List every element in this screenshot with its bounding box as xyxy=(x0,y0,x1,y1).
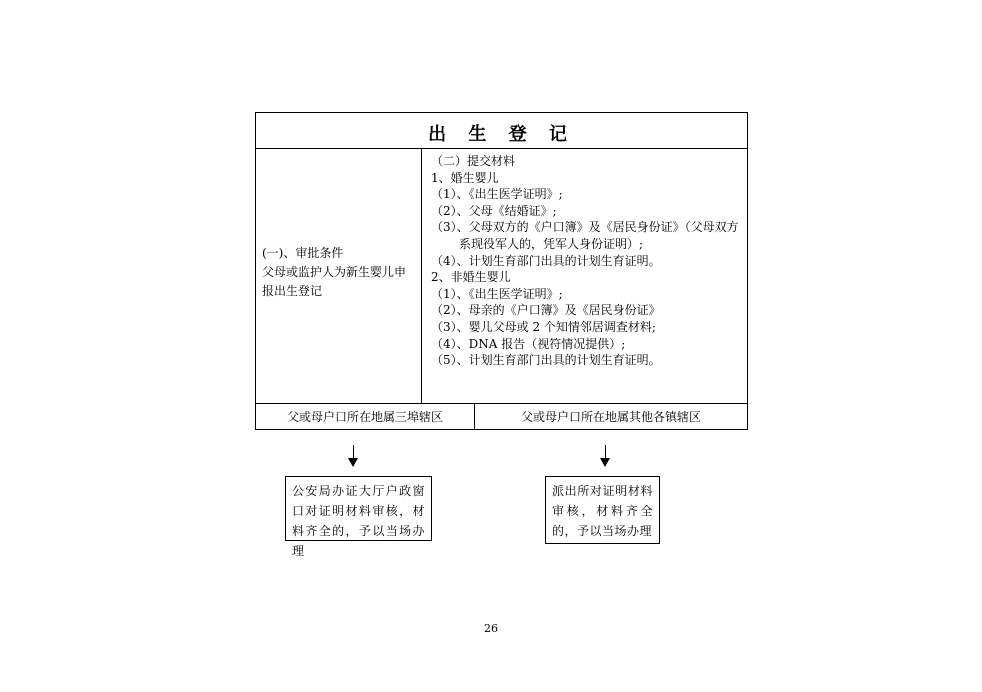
approval-conditions xyxy=(262,244,414,301)
material-item: 系现役军人的，凭军人身份证明）; xyxy=(459,236,644,251)
material-item: （1）、《出生医学证明》; xyxy=(431,286,563,301)
route-divider xyxy=(255,403,748,404)
conditions-line-1: 父母或监护人为新生婴儿申 xyxy=(262,265,407,279)
page-number: 26 xyxy=(484,622,498,635)
title-divider xyxy=(255,148,748,149)
column-divider xyxy=(421,148,422,403)
material-item: （5）、计划生育部门出具的计划生育证明。 xyxy=(431,353,661,368)
route-right: 父或母户口所在地属其他各镇辖区 xyxy=(520,410,701,424)
conditions-heading: (一)、审批条件 xyxy=(262,246,344,260)
material-item: （4）、计划生育部门出具的计划生育证明。 xyxy=(431,253,661,268)
material-item: （1）、《出生医学证明》; xyxy=(431,187,563,202)
arrow-down-right-icon xyxy=(600,458,610,467)
material-item: （4）、DNA 报告（视符情况提供）; xyxy=(431,336,626,351)
arrow-down-left-shaft xyxy=(353,445,354,459)
arrow-down-right-shaft xyxy=(605,445,606,459)
material-item: （3）、父母双方的《户口簿》及《居民身份证》（父母双方 xyxy=(431,220,739,235)
conditions-line-2: 报出生登记 xyxy=(262,284,323,298)
submission-materials xyxy=(431,153,745,369)
table-title: 出 生 登 记 xyxy=(428,124,575,145)
outcome-left-box: 公安局办证大厅户政窗口对证明材料审核，材料齐全的，予以当场办理 xyxy=(285,476,432,541)
material-item: （2）、母亲的《户口簿》及《居民身份证》 xyxy=(431,303,661,318)
route-left: 父或母户口所在地属三埠辖区 xyxy=(286,410,443,424)
material-item: （2）、父母《结婚证》; xyxy=(431,203,557,218)
material-item: （3）、婴儿父母或 2 个知情邻居调查材料; xyxy=(431,319,656,334)
materials-heading: （二）提交材料 xyxy=(431,154,516,168)
outcome-right-box: 派出所对证明材料审核，材料齐全的，予以当场办理 xyxy=(545,476,660,544)
unmarried-heading: 2、非婚生婴儿 xyxy=(431,270,511,285)
arrow-down-left-icon xyxy=(348,458,358,467)
married-heading: 1、婚生婴儿 xyxy=(431,170,499,185)
